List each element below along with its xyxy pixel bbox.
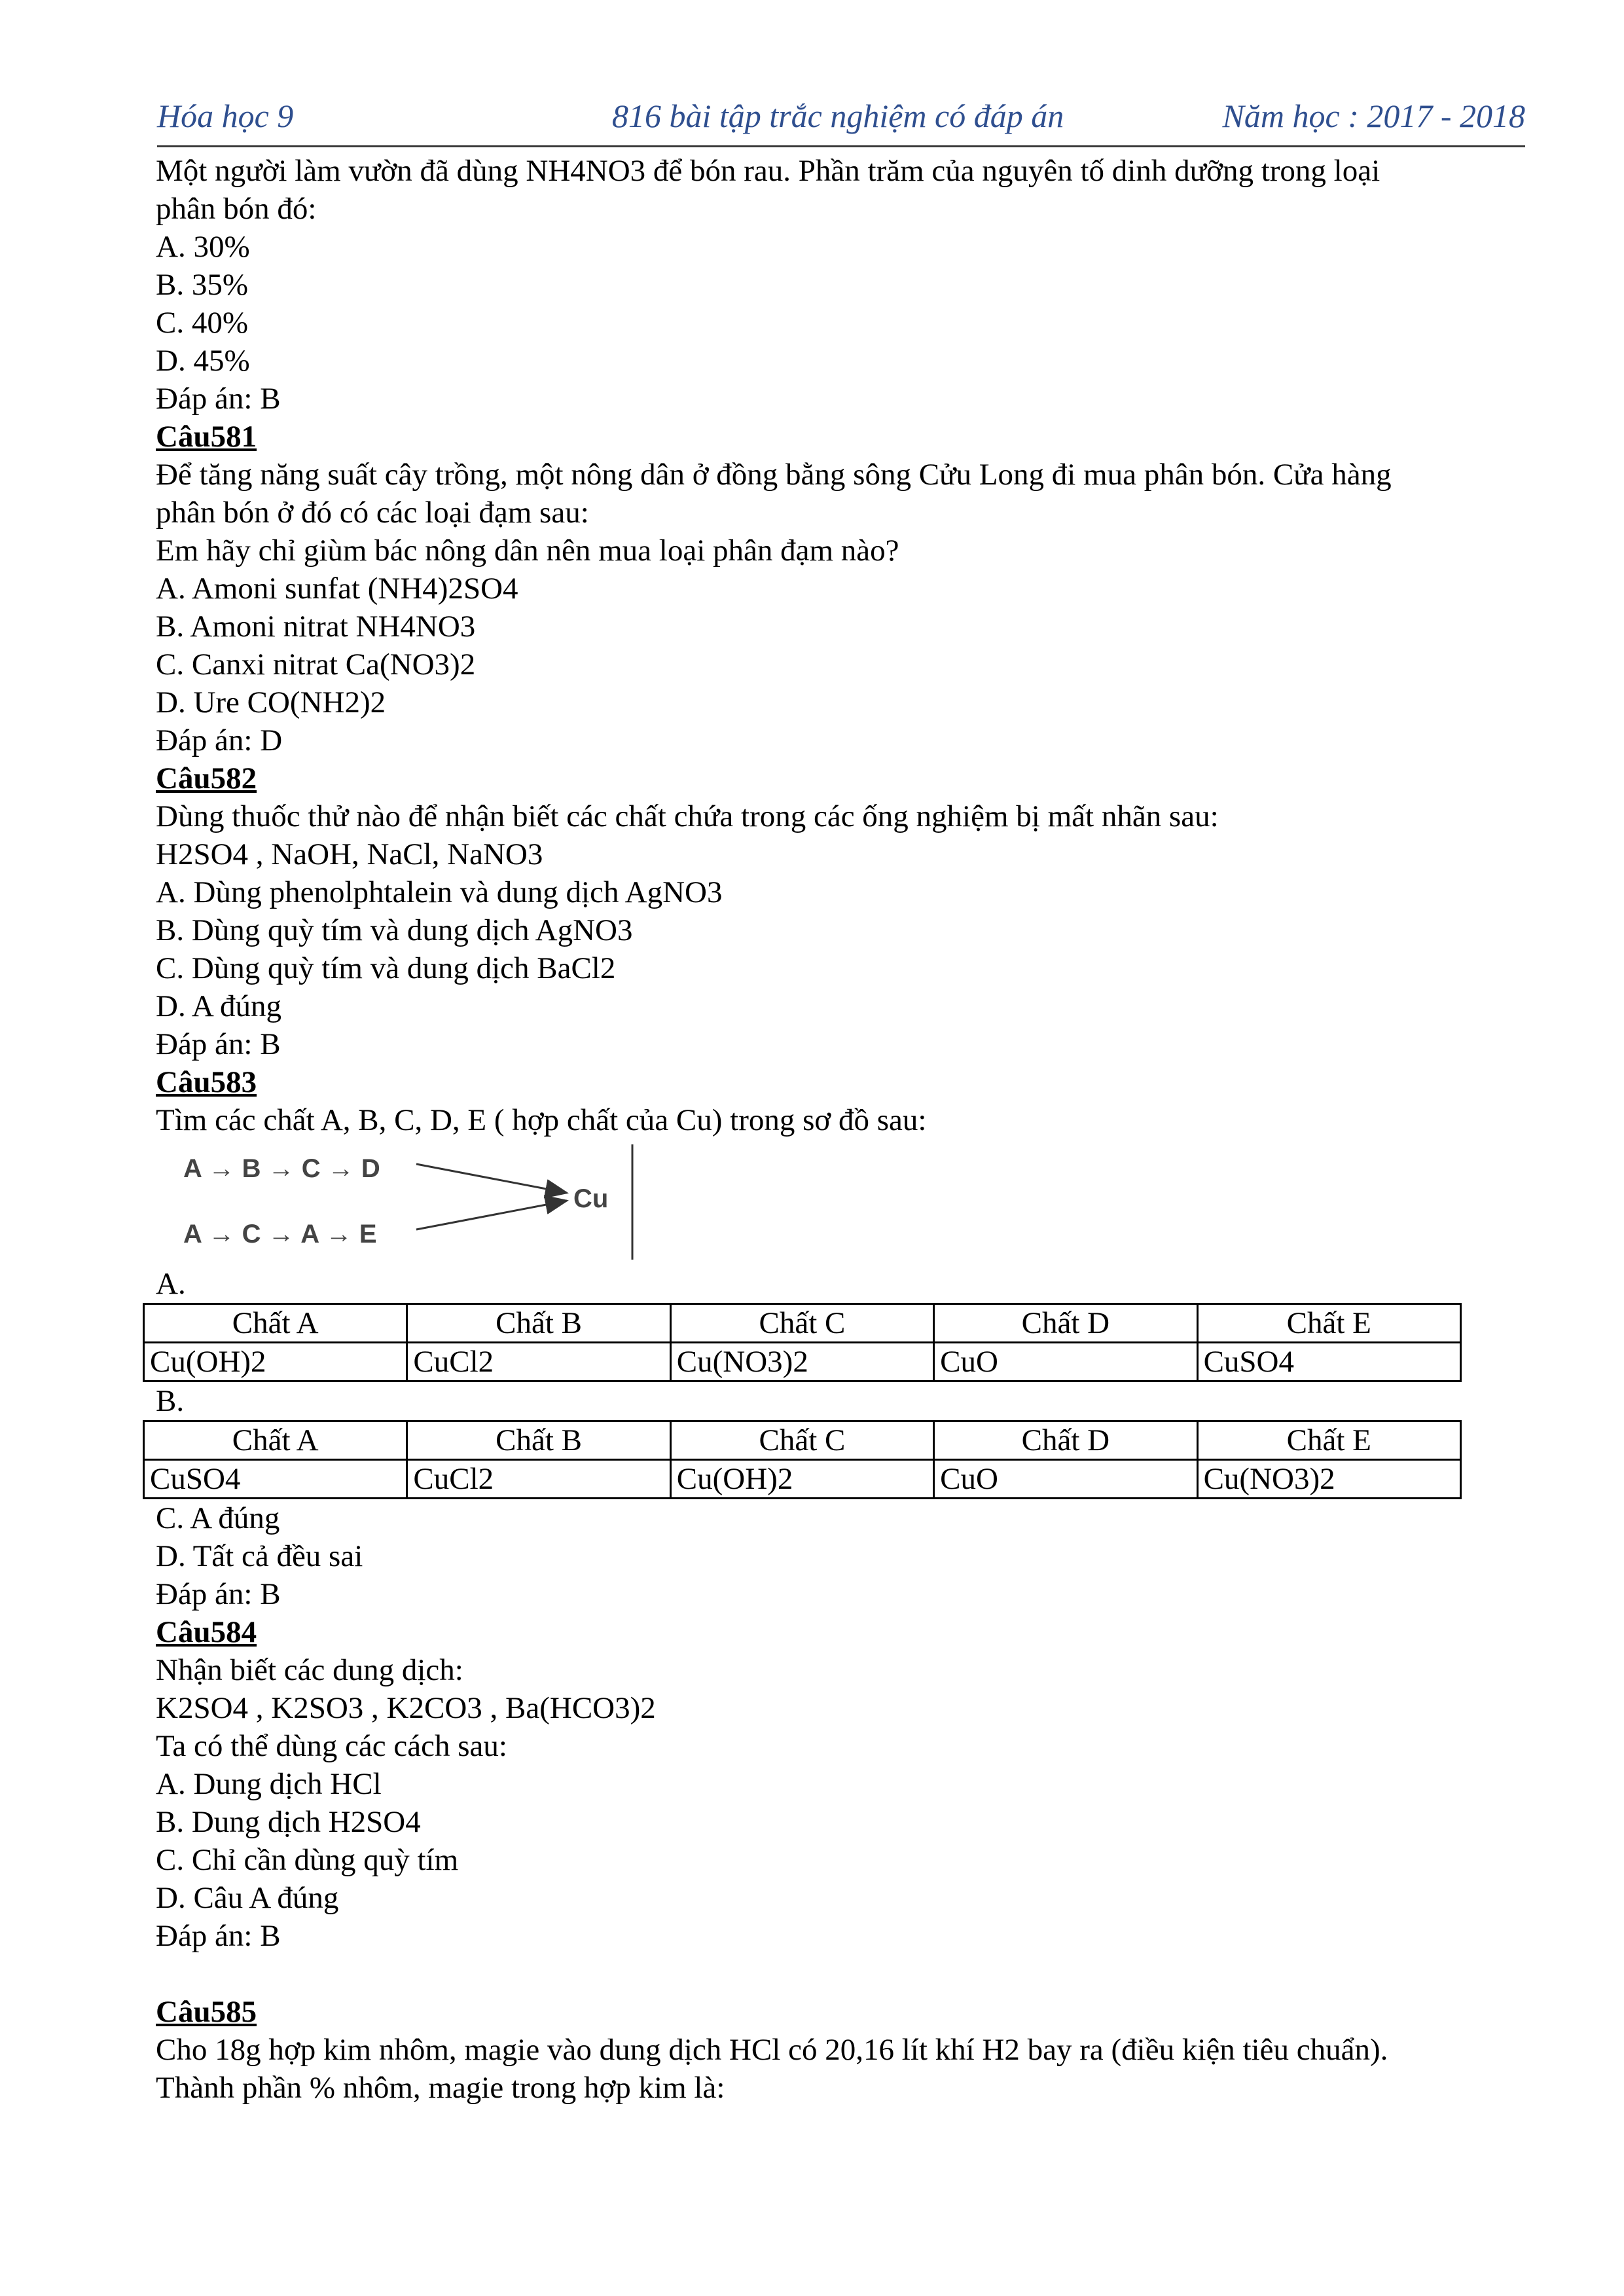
table-cell: Cu(OH)2 bbox=[670, 1460, 933, 1499]
table-header: Chất B bbox=[407, 1304, 670, 1343]
question-text: Cho 18g hợp kim nhôm, magie vào dung dịch HCl có 20,16 lít khí H2 bay ra (điều kiện tiêu chuẩn). bbox=[156, 2033, 1388, 2067]
option-a: A. Amoni sunfat (NH4)2SO4 bbox=[156, 572, 518, 606]
table-cell: CuO bbox=[934, 1343, 1197, 1381]
table-cell: CuO bbox=[934, 1460, 1197, 1499]
option-b: B. 35% bbox=[156, 268, 248, 302]
option-d: D. A đúng bbox=[156, 989, 281, 1023]
question-text: Một người làm vườn đã dùng NH4NO3 để bón rau. Phần trăm của nguyên tố dinh dưỡng trong loại bbox=[156, 154, 1380, 188]
table-cell: CuCl2 bbox=[407, 1460, 670, 1499]
option-d: D. Tất cả đều sai bbox=[156, 1539, 363, 1573]
question-text: phân bón ở đó có các loại đạm sau: bbox=[156, 496, 589, 530]
table-cell: Cu(NO3)2 bbox=[1197, 1460, 1460, 1499]
question-text: phân bón đó: bbox=[156, 192, 317, 226]
option-b: B. bbox=[156, 1384, 185, 1418]
table-header: Chất C bbox=[670, 1304, 933, 1343]
answer-line: Đáp án: B bbox=[156, 1919, 281, 1953]
table-cell: CuCl2 bbox=[407, 1343, 670, 1381]
question-text: Tìm các chất A, B, C, D, E ( hợp chất của Cu) trong sơ đồ sau: bbox=[156, 1103, 927, 1137]
option-b: B. Amoni nitrat NH4NO3 bbox=[156, 610, 476, 644]
option-c: C. A đúng bbox=[156, 1501, 280, 1535]
answer-line: Đáp án: B bbox=[156, 1577, 281, 1611]
option-a: A. Dùng phenolphtalein và dung dịch AgNO3 bbox=[156, 875, 723, 909]
question-title: Câu585 bbox=[156, 1995, 257, 2029]
answer-line: Đáp án: B bbox=[156, 382, 281, 416]
question-title: Câu583 bbox=[156, 1065, 257, 1099]
table-header: Chất C bbox=[670, 1421, 933, 1460]
table-cell: CuSO4 bbox=[1197, 1343, 1460, 1381]
question-text: H2SO4 , NaOH, NaCl, NaNO3 bbox=[156, 837, 543, 871]
table-header: Chất D bbox=[934, 1421, 1197, 1460]
option-c: C. Dùng quỳ tím và dung dịch BaCl2 bbox=[156, 951, 616, 985]
question-text: Dùng thuốc thử nào để nhận biết các chất chứa trong các ống nghiệm bị mất nhãn sau: bbox=[156, 799, 1219, 833]
question-text: K2SO4 , K2SO3 , K2CO3 , Ba(HCO3)2 bbox=[156, 1691, 656, 1725]
diagram-target: Cu bbox=[573, 1184, 609, 1213]
option-a-table bbox=[143, 1303, 1462, 1382]
option-c: C. Canxi nitrat Ca(NO3)2 bbox=[156, 647, 476, 682]
header-title: 816 bài tập trắc nghiệm có đáp án bbox=[612, 98, 1064, 134]
header-school-year: Năm học : 2017 - 2018 bbox=[1222, 98, 1525, 134]
question-text: Thành phần % nhôm, magie trong hợp kim là: bbox=[156, 2071, 725, 2105]
page-header bbox=[157, 93, 1525, 147]
table-header: Chất D bbox=[934, 1304, 1197, 1343]
option-b: B. Dung dịch H2SO4 bbox=[156, 1805, 421, 1839]
spacer bbox=[156, 1955, 1530, 1993]
table-header: Chất A bbox=[144, 1304, 407, 1343]
diagram-chain-1: A → B → C → D bbox=[183, 1154, 380, 1183]
table-cell: CuSO4 bbox=[144, 1460, 407, 1499]
header-subject: Hóa học 9 bbox=[157, 98, 294, 134]
document-body bbox=[150, 152, 1530, 2107]
table-cell: Cu(NO3)2 bbox=[670, 1343, 933, 1381]
option-a: A. 30% bbox=[156, 230, 250, 264]
option-c: C. Chỉ cần dùng quỳ tím bbox=[156, 1843, 459, 1877]
question-title: Câu582 bbox=[156, 761, 257, 795]
option-b-table bbox=[143, 1420, 1462, 1499]
table-header: Chất E bbox=[1197, 1304, 1460, 1343]
table-header: Chất A bbox=[144, 1421, 407, 1460]
question-title: Câu581 bbox=[156, 420, 257, 454]
option-a: A. Dung dịch HCl bbox=[156, 1767, 382, 1801]
table-header: Chất E bbox=[1197, 1421, 1460, 1460]
question-text: Nhận biết các dung dịch: bbox=[156, 1653, 463, 1687]
option-c: C. 40% bbox=[156, 306, 248, 340]
option-b: B. Dùng quỳ tím và dung dịch AgNO3 bbox=[156, 913, 633, 947]
question-text: Em hãy chỉ giùm bác nông dân nên mua loại phân đạm nào? bbox=[156, 534, 899, 568]
question-text: Ta có thể dùng các cách sau: bbox=[156, 1729, 507, 1763]
diagram-chain-2: A → C → A → E bbox=[183, 1220, 377, 1248]
answer-line: Đáp án: D bbox=[156, 723, 283, 757]
reaction-diagram bbox=[168, 1142, 665, 1265]
option-a: A. bbox=[156, 1267, 186, 1301]
answer-line: Đáp án: B bbox=[156, 1027, 281, 1061]
option-d: D. Câu A đúng bbox=[156, 1881, 339, 1915]
question-text: Để tăng năng suất cây trồng, một nông dân ở đồng bằng sông Cửu Long đi mua phân bón. Cửa hàng bbox=[156, 458, 1392, 492]
question-title: Câu584 bbox=[156, 1615, 257, 1649]
table-cell: Cu(OH)2 bbox=[144, 1343, 407, 1381]
table-header: Chất B bbox=[407, 1421, 670, 1460]
option-d: D. 45% bbox=[156, 344, 250, 378]
option-d: D. Ure CO(NH2)2 bbox=[156, 685, 386, 720]
